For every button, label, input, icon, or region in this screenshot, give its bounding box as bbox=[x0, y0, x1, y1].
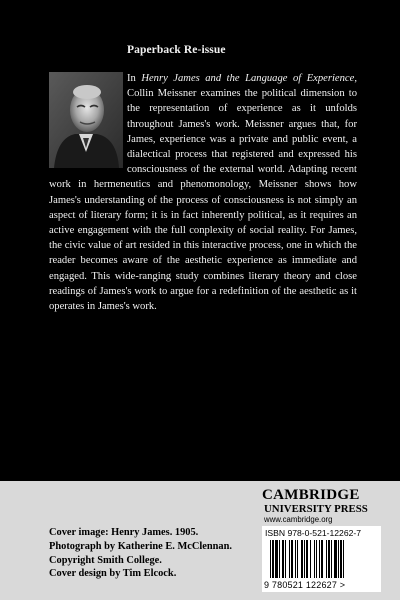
barcode-bar bbox=[316, 540, 317, 578]
paperback-reissue-heading: Paperback Re-issue bbox=[127, 44, 226, 56]
credit-line: Cover image: Henry James. 1905. bbox=[49, 527, 199, 538]
credit-line: Copyright Smith College. bbox=[49, 554, 162, 566]
publisher-logo bbox=[262, 487, 382, 525]
barcode-bar bbox=[270, 540, 271, 578]
barcode-bar bbox=[314, 540, 315, 578]
barcode-box bbox=[262, 526, 381, 592]
blurb-body: , Collin Meissner examines the political dimension to the representation of experience as it unfolds throughout James's work. Meissner argues that, for James, experience was a private and public event, a dialectical process that registered and expressed his consciousness of the external world. Adapting recent work in hermeneutics and phenomonology, Meissner shows how James's understanding of the process of consciousness is not simply an aspect of literary form; it is in fact inherently political, as it requires an active engagement with the full conplexity of social reality. For James, the civic value of art resided in this interactive process, one in which the reader becomes aware of the aesthetic experience as immediate and engaged. This wide-ranging study combines literary theory and close readings of James's work to argue for a redefinition of the aesthetic as it operates in James's work. bbox=[49, 73, 357, 313]
barcode-bar bbox=[338, 540, 339, 578]
barcode-bar bbox=[304, 540, 305, 578]
isbn-label: ISBN 978-0-521-12262-7 bbox=[265, 528, 362, 538]
barcode-bar bbox=[279, 540, 280, 578]
blurb-intro: In bbox=[127, 73, 142, 84]
publisher-name: CAMBRIDGE bbox=[262, 487, 360, 503]
credit-line: Photograph by Katherine E. McClennan. bbox=[49, 540, 232, 552]
barcode-bar bbox=[334, 540, 337, 578]
barcode-bar bbox=[275, 540, 278, 578]
barcode-bar bbox=[321, 540, 323, 578]
barcode-bar bbox=[272, 540, 274, 578]
barcode-bar bbox=[301, 540, 303, 578]
barcode-bar bbox=[331, 540, 332, 578]
blurb-book-title: Henry James and the Language of Experience bbox=[141, 73, 355, 84]
barcode-bar bbox=[285, 540, 286, 578]
barcode-bar bbox=[343, 540, 344, 578]
barcode-bar bbox=[340, 540, 342, 578]
barcode-icon bbox=[268, 540, 375, 580]
barcode-bar bbox=[291, 540, 293, 578]
barcode-bar bbox=[326, 540, 327, 578]
barcode-digits: 9 780521 122627 > bbox=[264, 580, 346, 590]
barcode-bar bbox=[297, 540, 298, 578]
publisher-subname: UNIVERSITY PRESS bbox=[264, 503, 368, 515]
barcode-bar bbox=[319, 540, 320, 578]
credit-line: Cover design by Tim Elcock. bbox=[49, 568, 177, 580]
cover-credits bbox=[49, 526, 232, 581]
bottom-band bbox=[0, 481, 400, 600]
barcode-bar bbox=[295, 540, 296, 578]
description-blurb bbox=[49, 71, 357, 314]
publisher-url: www.cambridge.org bbox=[264, 515, 333, 524]
barcode-bar bbox=[310, 540, 311, 578]
barcode-bar bbox=[282, 540, 284, 578]
barcode-bar bbox=[328, 540, 330, 578]
barcode-bar bbox=[289, 540, 290, 578]
barcode-bar bbox=[306, 540, 308, 578]
